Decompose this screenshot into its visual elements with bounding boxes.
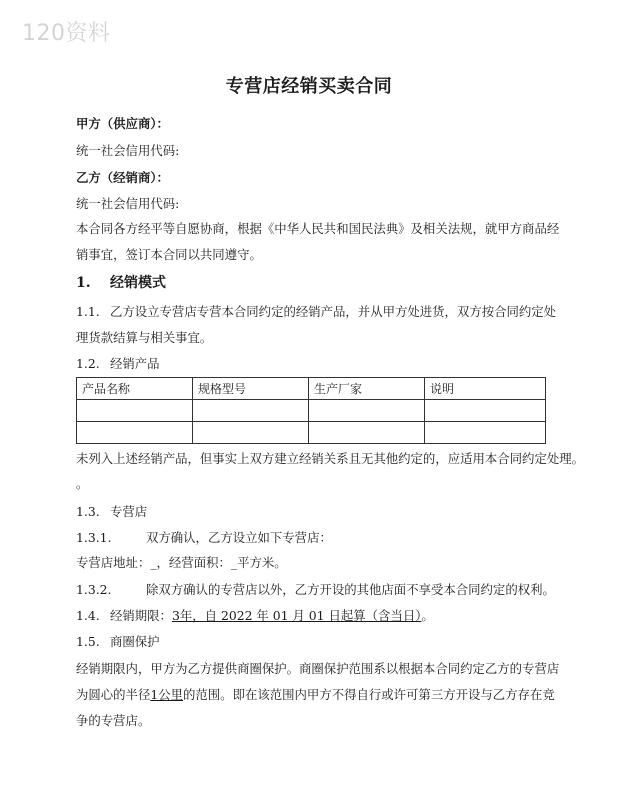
clause-1-3-1-number: 1.3.1. <box>76 530 112 545</box>
product-table-cell[interactable] <box>425 422 546 444</box>
clause-1-5 <box>76 632 160 650</box>
product-table-header-cell: 规格型号 <box>193 378 309 400</box>
store-info: 专营店地址：_，经营面积：_平方米。 <box>76 555 287 570</box>
product-table-cell[interactable] <box>309 400 425 422</box>
clause-1-3-2 <box>76 580 555 598</box>
product-table <box>76 377 546 444</box>
clause-1-3 <box>76 502 147 520</box>
protection-line-2-post: 的范围。即在该范围内甲方不得自行或许可第三方开设与乙方存在竞 <box>183 687 555 702</box>
clause-1-3-1-text: 双方确认，乙方设立如下专营店： <box>146 530 332 545</box>
product-table-header-row <box>77 378 546 400</box>
party-b-label: 乙方（经销商）： <box>76 170 169 185</box>
clause-1-2-number: 1.2. <box>76 356 100 371</box>
product-table-row <box>77 422 546 444</box>
clause-1-5-text: 商圈保护 <box>110 634 160 649</box>
product-table-header-cell: 产品名称 <box>77 378 193 400</box>
product-table-cell[interactable] <box>77 400 193 422</box>
clause-1-2 <box>76 354 160 372</box>
clause-1-3-number: 1.3. <box>76 504 100 519</box>
clause-1-2-text: 经销产品 <box>110 356 160 371</box>
protection-line-2-pre: 为圆心的半径 <box>76 687 151 702</box>
party-b-credit-code: 统一社会信用代码: <box>76 196 180 211</box>
party-a-credit-code: 统一社会信用代码: <box>76 143 180 158</box>
clause-1-4-number: 1.4. <box>76 608 100 623</box>
clause-1-1-text: 乙方设立专营店专营本合同约定的经销产品，并从甲方处进货，双方按合同约定处 <box>110 304 557 319</box>
after-table-line-1: 未列入上述经销产品，但事实上双方建立经销关系且无其他约定的，应适用本合同约定处理。 <box>76 451 585 466</box>
clause-1-3-2-text: 除双方确认的专营店以外，乙方开设的其他店面不享受本合同约定的权利。 <box>146 582 555 597</box>
product-table-cell[interactable] <box>77 422 193 444</box>
clause-1-4-term: 3年，自 2022 年 01 月 01 日起算（含当日） <box>171 608 422 623</box>
clause-1-4-label: 经销期限： <box>110 608 172 623</box>
section-1-heading <box>76 272 166 292</box>
clause-1-1-line-2: 理货款结算与相关事宜。 <box>76 330 213 345</box>
product-table-cell[interactable] <box>193 400 309 422</box>
product-table-cell[interactable] <box>425 400 546 422</box>
product-table-cell[interactable] <box>193 422 309 444</box>
section-1-number: 1. <box>76 275 91 291</box>
protection-line-1: 经销期限内，甲方为乙方提供商圈保护。商圈保护范围系以根据本合同约定乙方的专营店 <box>76 661 560 676</box>
clause-1-1-line-1 <box>76 302 556 320</box>
document-title: 专营店经销买卖合同 <box>225 76 393 97</box>
party-a-label: 甲方（供应商）： <box>76 116 169 131</box>
product-table-row <box>77 400 546 422</box>
protection-radius: 1公里 <box>150 687 184 702</box>
after-table-line-2: 。 <box>76 476 89 491</box>
clause-1-3-text: 专营店 <box>110 504 148 519</box>
product-table-cell[interactable] <box>309 422 425 444</box>
protection-line-3: 争的专营店。 <box>76 713 151 728</box>
protection-line-2 <box>76 685 555 703</box>
product-table-header-cell: 说明 <box>425 378 546 400</box>
section-1-title: 经销模式 <box>110 275 166 291</box>
clause-1-1-number: 1.1. <box>76 304 100 319</box>
clause-1-5-number: 1.5. <box>76 634 100 649</box>
watermark: 120资料 <box>22 21 111 46</box>
clause-1-3-2-number: 1.3.2. <box>76 582 112 597</box>
clause-1-4 <box>76 606 434 624</box>
intro-line-1: 本合同各方经平等自愿协商，根据《中华人民共和国民法典》及相关法规，就甲方商品经 <box>76 221 560 236</box>
intro-line-2: 销事宜，签订本合同以共同遵守。 <box>76 247 262 262</box>
product-table-header-cell: 生产厂家 <box>309 378 425 400</box>
clause-1-3-1 <box>76 528 332 546</box>
clause-1-4-end: 。 <box>421 608 434 623</box>
